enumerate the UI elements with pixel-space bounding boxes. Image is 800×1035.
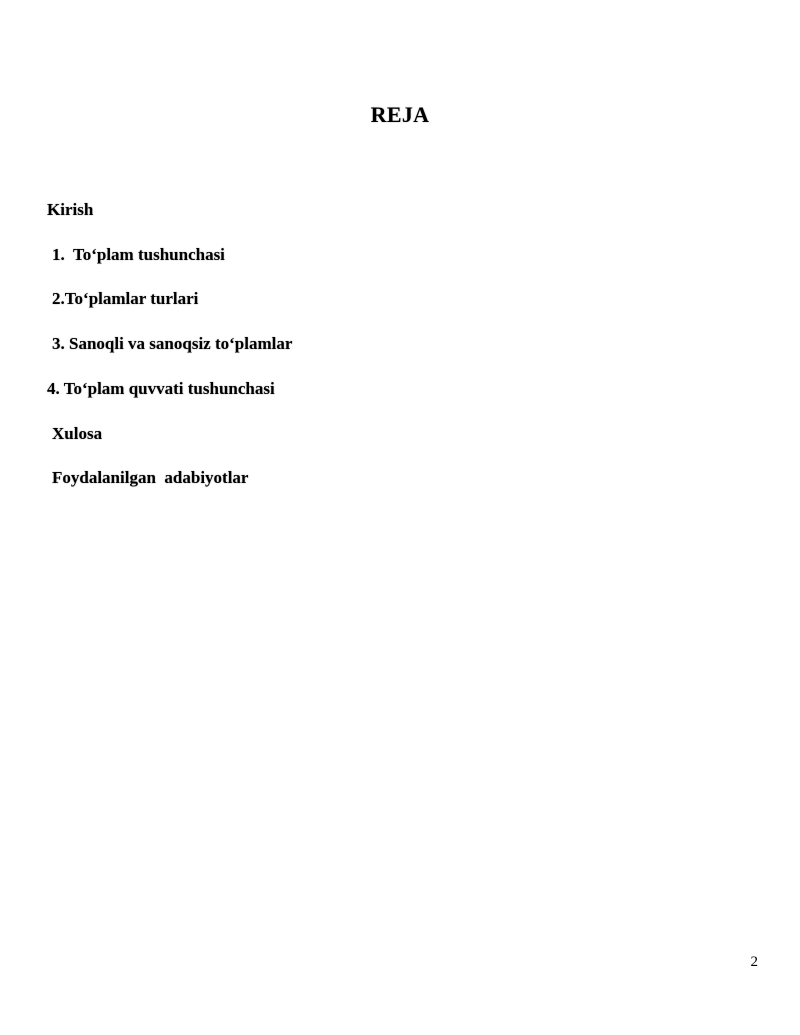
toc-item-references: Foydalanilgan adabiyotlar bbox=[52, 468, 249, 487]
toc-item-countable-sets: 3. Sanoqli va sanoqsiz to‘plamlar bbox=[52, 334, 293, 353]
page-number: 2 bbox=[750, 954, 758, 970]
toc-item-set-cardinality: 4. To‘plam quvvati tushunchasi bbox=[47, 379, 275, 398]
toc-item-set-concept: 1. To‘plam tushunchasi bbox=[52, 245, 225, 264]
toc-item-set-types: 2.To‘plamlar turlari bbox=[52, 289, 199, 308]
toc-item-introduction: Kirish bbox=[47, 200, 94, 219]
page-title: REJA bbox=[370, 102, 430, 127]
toc-item-conclusion: Xulosa bbox=[52, 424, 103, 443]
